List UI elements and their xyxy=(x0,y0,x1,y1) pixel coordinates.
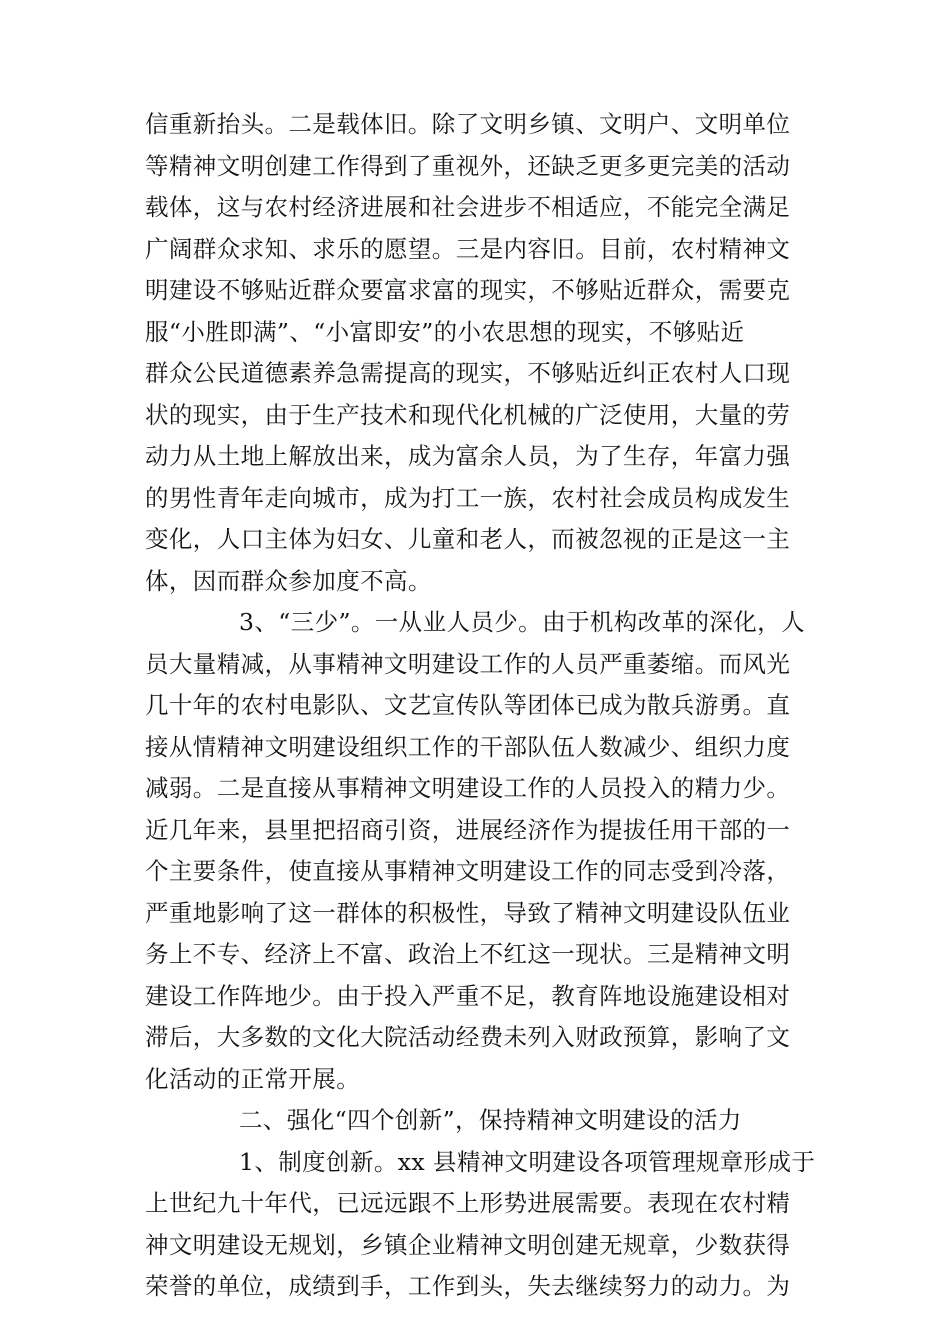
text-line: 上世纪九十年代，已远远跟不上形势进展需要。表现在农村精 xyxy=(145,1189,791,1217)
text-line: 建设工作阵地少。由于投入严重不足，教育阵地设施建设相对 xyxy=(145,981,791,1010)
text-line: 状的现实，由于生产技术和现代化机械的广泛使用，大量的劳 xyxy=(145,400,791,429)
document-page xyxy=(145,104,816,1308)
text-line: 载体，这与农村经济进展和社会进步不相适应，不能完全满足 xyxy=(145,193,791,221)
text-line: 群众公民道德素养急需提高的现实，不够贴近纠正农村人口现 xyxy=(145,359,791,387)
text-line: 严重地影响了这一群体的积极性，导致了精神文明建设队伍业 xyxy=(145,898,791,927)
text-line: 荣誉的单位，成绩到手，工作到头，失去继续努力的动力。为 xyxy=(145,1272,791,1300)
paragraph-p4 xyxy=(145,1142,816,1308)
text-line: 1、制度创新。xx 县精神文明建设各项管理规章形成于 xyxy=(239,1147,816,1176)
text-line: 个主要条件，使直接从事精神文明建设工作的同志受到冷落， xyxy=(145,857,791,885)
text-line: 务上不专、经济上不富、政治上不红这一现状。三是精神文明 xyxy=(145,940,791,968)
text-line: 员大量精减，从事精神文明建设工作的人员严重萎缩。而风光 xyxy=(145,649,791,678)
document-body xyxy=(145,104,816,1308)
paragraph-p2 xyxy=(145,602,805,1100)
text-line: 的男性青年走向城市，成为打工一族，农村社会成员构成发生 xyxy=(145,483,791,512)
text-line: 变化，人口主体为妇女、儿童和老人，而被忽视的正是这一主 xyxy=(145,525,791,553)
text-line: 3、“三少”。一从业人员少。由于机构改革的深化，人 xyxy=(239,608,805,636)
text-line: 二、强化“四个创新”，保持精神文明建设的活力 xyxy=(239,1106,742,1134)
text-line: 明建设不够贴近群众要富求富的现实，不够贴近群众，需要克 xyxy=(145,276,791,304)
text-line: 等精神文明创建工作得到了重视外，还缺乏更多更完美的活动 xyxy=(145,151,791,180)
text-line: 广阔群众求知、求乐的愿望。三是内容旧。目前，农村精神文 xyxy=(145,234,791,263)
paragraph-p1 xyxy=(145,104,805,602)
text-line: 动力从土地上解放出来，成为富余人员，为了生存，年富力强 xyxy=(145,442,791,470)
text-line: 近几年来，县里把招商引资，进展经济作为提拔任用干部的一 xyxy=(145,815,791,844)
text-line: 减弱。二是直接从事精神文明建设工作的人员投入的精力少。 xyxy=(145,774,791,802)
text-line: 服“小胜即满”、“小富即安”的小农思想的现实，不够贴近 xyxy=(145,317,745,346)
text-line: 信重新抬头。二是载体旧。除了文明乡镇、文明户、文明单位 xyxy=(145,110,791,138)
text-line: 接从情精神文明建设组织工作的干部队伍人数减少、组织力度 xyxy=(145,732,791,761)
text-line: 几十年的农村电影队、文艺宣传队等团体已成为散兵游勇。直 xyxy=(145,691,791,719)
paragraph-p3 xyxy=(145,1100,805,1142)
text-line: 滞后，大多数的文化大院活动经费未列入财政预算，影响了文 xyxy=(145,1023,791,1051)
text-line: 体，因而群众参加度不高。 xyxy=(145,566,432,595)
text-line: 神文明建设无规划，乡镇企业精神文明创建无规章，少数获得 xyxy=(145,1230,791,1259)
text-line: 化活动的正常开展。 xyxy=(145,1064,361,1093)
